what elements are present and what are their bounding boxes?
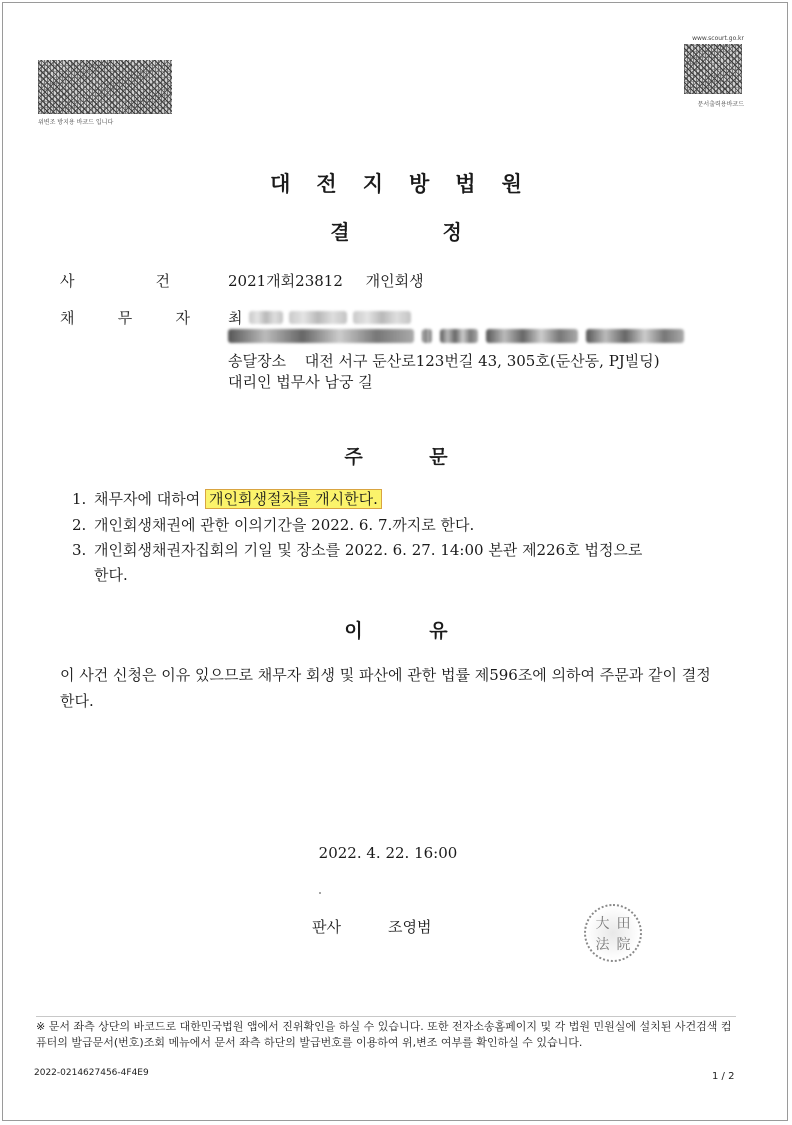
order-item-2 <box>72 514 732 537</box>
verification-notice: ※ 문서 좌측 상단의 바코드로 대한민국법원 앱에서 진위확인을 하실 수 있습니다. 또한 전자소송홈페이지 및 각 법원 민원실에 설치된 사건검색 컴퓨터의 발급문서(번호)조회 메뉴에서 문서 좌측 하단의 발급번호를 이용하여 위,변조 여부를 확인하실 수 있습니다. <box>36 1016 736 1051</box>
debtor-name-row <box>228 307 411 328</box>
order-item-3 <box>72 539 732 586</box>
order-item-1-num: 1. <box>72 490 87 508</box>
judge-title: 판사 <box>312 918 341 936</box>
court-url: www.scourt.go.kr <box>692 35 744 42</box>
court-seal <box>584 904 642 962</box>
service-address-row <box>228 350 660 371</box>
issue-number: 2022-0214627456-4F4E9 <box>34 1068 149 1078</box>
order-item-2-num: 2. <box>72 515 87 534</box>
judge-name: 조영범 <box>388 918 432 936</box>
redacted-address-part-1 <box>228 329 414 343</box>
document-title: 결 정 <box>330 220 462 244</box>
authenticity-barcode <box>38 60 172 114</box>
seal-char: 院 <box>616 936 631 953</box>
case-value <box>228 270 424 291</box>
order-item-3-cont: 한다. <box>94 565 128 584</box>
case-number: 2021개회23812 <box>228 272 343 290</box>
redacted-address-part-3 <box>440 329 478 343</box>
redacted-id <box>289 311 347 324</box>
debtor-label-char-2: 무 <box>117 309 133 327</box>
redacted-name <box>249 311 283 324</box>
order-item-3-num: 3. <box>72 541 87 559</box>
redacted-address-part-5 <box>586 329 684 343</box>
order-item-1-text: 채무자에 대하여 <box>94 490 201 508</box>
redacted-id-2 <box>353 311 411 324</box>
redacted-address <box>228 329 696 345</box>
order-list <box>72 488 732 589</box>
service-label: 송달장소 <box>228 352 286 370</box>
debtor-label <box>60 307 190 328</box>
court-name: 대전지방법원 <box>270 172 548 196</box>
order-item-3-text: 개인회생채권자집회의 기일 및 장소를 2022. 6. 27. 14:00 본관 제226호 법정으로 <box>94 541 643 559</box>
agent: 대리인 법무사 남궁 길 <box>228 373 373 391</box>
reason-text: 이 사건 신청은 이유 있으므로 채무자 회생 및 파산에 관한 법률 제596조에 의하여 주문과 같이 결정한다. <box>60 666 711 711</box>
case-kind: 개인회생 <box>365 272 424 290</box>
redacted-address-part-2 <box>422 329 432 343</box>
reason-heading: 이 유 <box>344 620 448 642</box>
order-heading: 주 문 <box>344 446 448 468</box>
page-number: 1 / 2 <box>712 1071 735 1082</box>
print-barcode-caption: 문서출력용바코드 <box>697 101 744 108</box>
print-barcode <box>684 44 742 94</box>
order-item-1 <box>72 488 732 511</box>
redacted-address-part-4 <box>486 329 578 343</box>
decision-date: 2022. 4. 22. 16:00 <box>318 844 458 862</box>
case-label-char-1: 사 <box>60 272 75 290</box>
order-item-2-text: 개인회생채권에 관한 이의기간을 2022. 6. 7.까지로 한다. <box>94 515 475 534</box>
seal-char: 田 <box>616 915 631 932</box>
service-address: 대전 서구 둔산로123번길 43, 305호(둔산동, PJ빌딩) <box>304 352 660 370</box>
case-label-char-2: 건 <box>155 272 170 290</box>
case-label <box>60 270 170 291</box>
speck <box>319 892 321 894</box>
order-item-1-highlight: 개인회생절차를 개시한다. <box>205 489 382 509</box>
debtor-name: 최 <box>228 309 243 327</box>
debtor-label-char-3: 자 <box>175 309 190 327</box>
debtor-label-char-1: 채 <box>60 309 75 327</box>
seal-char: 大 <box>595 915 610 932</box>
seal-char: 法 <box>595 936 610 953</box>
barcode-caption: 위변조 방지용 바코드 입니다 <box>38 119 114 126</box>
